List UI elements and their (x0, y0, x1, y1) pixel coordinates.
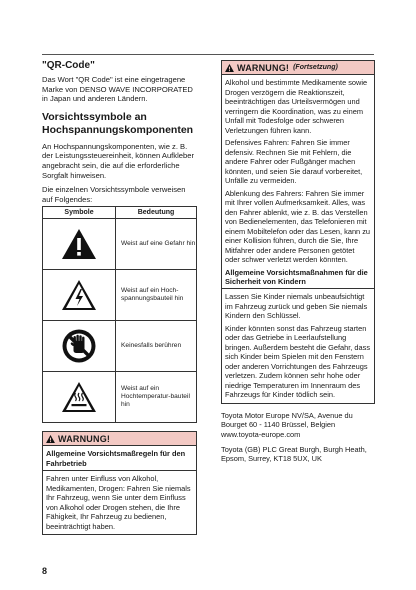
meaning-cell: Keinesfalls berühren (116, 321, 197, 372)
col-meaning-header: Bedeutung (116, 207, 197, 219)
warning-subheading: Allgemeine Vorsichtsmaßregeln für den Fahrbetrieb (46, 449, 186, 468)
warning-triangle-icon (46, 430, 55, 448)
table-row (43, 219, 197, 270)
address-europe: Toyota Motor Europe NV/SA, Avenue du Bourget 60 - 1140 Brüssel, Belgien www.toyota-europe.com (221, 410, 353, 439)
table-row (43, 372, 197, 423)
warning-box-left (42, 431, 197, 535)
no-touch-icon (61, 328, 97, 364)
general-danger-icon (61, 228, 97, 260)
col-symbol-header: Symbole (43, 207, 116, 219)
symbols-para-1: An Hochspannungskomponenten, wie z. B. der Leistungssteuereinheit, können Aufkleber angebracht sein, die auf die erforderliche Sorgfalt hinweisen. (42, 141, 194, 180)
meaning-cell: Weist auf ein Hochtemperatur-bauteil hin (116, 372, 197, 423)
warning-continued-label: (Fortsetzung) (293, 64, 338, 71)
left-column (42, 60, 197, 535)
warning-header (43, 432, 196, 446)
qr-heading: "QR-Code" (42, 60, 95, 71)
warning-header (222, 61, 374, 75)
top-rule (42, 54, 374, 55)
symbol-cell (43, 270, 116, 321)
symbols-table-header (43, 207, 197, 219)
warning-para-4: Lassen Sie Kinder niemals unbeaufsichtigt im Fahrzeug zurück und geben Sie niemals Kindern den Schlüssel. (225, 292, 368, 321)
warning-subheading: Allgemeine Vorsichtsmaßnahmen für die Sicherheit von Kindern (225, 267, 368, 286)
high-voltage-icon (61, 279, 97, 311)
address-gb: Toyota (GB) PLC Great Burgh, Burgh Heath, Epsom, Surrey, KT18 5UX, UK (221, 445, 367, 464)
warning-title: WARNUNG! (58, 433, 111, 444)
symbol-cell (43, 372, 116, 423)
symbols-heading: Vorsichtssymbole an Hochspannungskomponenten (42, 110, 194, 136)
warning-triangle-icon (225, 59, 234, 77)
warning-para-3: Ablenkung des Fahrers: Fahren Sie immer mit Ihrer vollen Aufmerksamkeit. Alles, was den Fahrer ablenkt, wie z. B. das Verstellen von Bedienelementen, das Telefonieren mit einem Mobiltelefon oder das Lesen, kann zu einer Kollision führen, durch die Sie, Ihre Mitfahrer oder andere Personen getötet oder schwer verletzt werden könnten. (225, 188, 371, 264)
warning-box-right (221, 60, 375, 404)
warning-para-1: Alkohol und bestimmte Medikamente sowie Drogen verzögern die Reaktionszeit, beeinträchtigen das Urteilsvermögen und verringern die Koordination, was zu einem Unfall mit Todesfolge oder schweren Verletzungen führen kann. (225, 78, 368, 135)
warning-text: Fahren unter Einfluss von Alkohol, Medikamenten, Drogen: Fahren Sie niemals Ihr Fahrzeug, wenn Sie unter dem Einfluss von Alkohol oder Drogen stehen, die Ihre Fähigkeit, Ihr Fahrzeug zu bedienen, beeinträchtigt haben. (46, 474, 191, 531)
table-row (43, 270, 197, 321)
warning-body (222, 75, 374, 403)
divider (222, 288, 374, 289)
warning-para-5: Kinder könnten sonst das Fahrzeug starten oder das Getriebe in Leerlaufstellung bringen. Außerdem besteht die Gefahr, dass sich Kinder beim Spielen mit den Fenstern oder anderen Vorrichtungen des Fahrzeugs verletzen. Zudem können sehr hohe oder niedrige Temperaturen im Innenraum des Fahrzeugs für Kinder tödlich sein. (225, 323, 371, 400)
meaning-cell: Weist auf eine Gefahr hin (116, 219, 197, 270)
symbol-cell (43, 219, 116, 270)
qr-text: Das Wort "QR Code" ist eine eingetragene Marke von DENSO WAVE INCORPORATED in Japan und anderen Ländern. (42, 75, 193, 104)
warning-title: WARNUNG! (237, 62, 290, 73)
symbols-para-2: Die einzelnen Vorsichtssymbole verweisen auf Folgendes: (42, 185, 186, 204)
symbols-table (42, 206, 197, 423)
meaning-cell: Weist auf ein Hoch-spannungsbauteil hin (116, 270, 197, 321)
warning-para-2: Defensives Fahren: Fahren Sie immer defensiv. Rechnen Sie mit Fehlern, die andere Fahrer oder Fußgänger machen könnten, und seien Sie darauf vorbereitet, Unfälle zu vermeiden. (225, 138, 363, 185)
symbol-cell (43, 321, 116, 372)
warning-body (43, 446, 196, 534)
page-number: 8 (42, 566, 48, 576)
table-row (43, 321, 197, 372)
right-column (221, 60, 375, 470)
divider (43, 470, 196, 471)
hot-surface-icon (61, 381, 97, 413)
